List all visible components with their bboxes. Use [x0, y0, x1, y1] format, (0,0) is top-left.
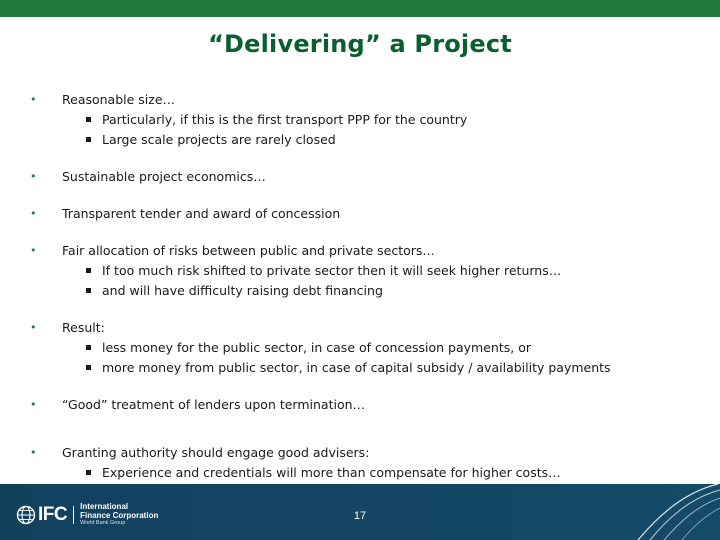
- square-bullet-icon: [86, 117, 91, 122]
- logo-name-line1: International: [80, 502, 129, 511]
- slide-content: [30, 92, 700, 502]
- ifc-logo: [16, 502, 158, 527]
- bullet-item: [30, 206, 700, 222]
- square-bullet-icon: [86, 137, 91, 142]
- sub-bullet-text: Large scale projects are rarely closed: [102, 132, 336, 147]
- square-bullet-icon: [86, 470, 91, 475]
- slide-title: “Delivering” a Project: [208, 30, 512, 58]
- bullet-text: “Good” treatment of lenders upon termination…: [62, 397, 366, 412]
- bullet-item: [30, 445, 700, 481]
- square-bullet-icon: [86, 345, 91, 350]
- sub-bullet-text: If too much risk shifted to private sector then it will seek higher returns…: [102, 263, 562, 278]
- bullet-text: Result:: [62, 320, 105, 335]
- square-bullet-icon: [86, 288, 91, 293]
- bullet-item: [30, 397, 700, 413]
- footer-bar: [0, 484, 720, 540]
- logo-divider: [73, 506, 74, 524]
- bullet-dot-icon: •: [30, 398, 37, 411]
- bullet-text: Fair allocation of risks between public and private sectors…: [62, 243, 435, 258]
- bullet-dot-icon: •: [30, 93, 37, 106]
- logo-tagline: World Bank Group: [80, 520, 126, 526]
- bullet-text: Sustainable project economics…: [62, 169, 266, 184]
- sub-bullet-item: [62, 132, 700, 148]
- decorative-swirl-graphic: [630, 484, 720, 540]
- sub-bullet-text: more money from public sector, in case of capital subsidy / availability payments: [102, 360, 611, 375]
- square-bullet-icon: [86, 268, 91, 273]
- sub-bullet-item: [62, 263, 700, 279]
- sub-bullet-item: [62, 360, 700, 376]
- bullet-item: [30, 169, 700, 185]
- sub-bullet-text: Particularly, if this is the first transport PPP for the country: [102, 112, 468, 127]
- sub-bullet-text: Experience and credentials will more than compensate for higher costs…: [102, 465, 561, 480]
- bullet-dot-icon: •: [30, 244, 37, 257]
- sub-bullet-item: [62, 465, 700, 481]
- bullet-dot-icon: •: [30, 170, 37, 183]
- logo-text: [80, 502, 158, 527]
- sub-bullet-item: [62, 112, 700, 128]
- globe-icon: [16, 505, 36, 525]
- bullet-text: Reasonable size…: [62, 92, 176, 107]
- bullet-dot-icon: •: [30, 207, 37, 220]
- bullet-item: [30, 320, 700, 376]
- bullet-item: [30, 243, 700, 299]
- sub-bullet-item: [62, 340, 700, 356]
- bullet-item: [30, 92, 700, 148]
- sub-bullet-item: [62, 283, 700, 299]
- page-number: 17: [353, 510, 367, 522]
- top-accent-bar: [0, 0, 720, 17]
- bullet-text: Granting authority should engage good advisers:: [62, 445, 370, 460]
- sub-bullet-text: and will have difficulty raising debt financing: [102, 283, 383, 298]
- bullet-dot-icon: •: [30, 446, 37, 459]
- square-bullet-icon: [86, 365, 91, 370]
- logo-name-line2: Finance Corporation: [80, 511, 159, 520]
- bullet-text: Transparent tender and award of concession: [62, 206, 341, 221]
- logo-mark: IFC: [38, 503, 68, 525]
- bullet-dot-icon: •: [30, 321, 37, 334]
- sub-bullet-text: less money for the public sector, in case of concession payments, or: [102, 340, 531, 355]
